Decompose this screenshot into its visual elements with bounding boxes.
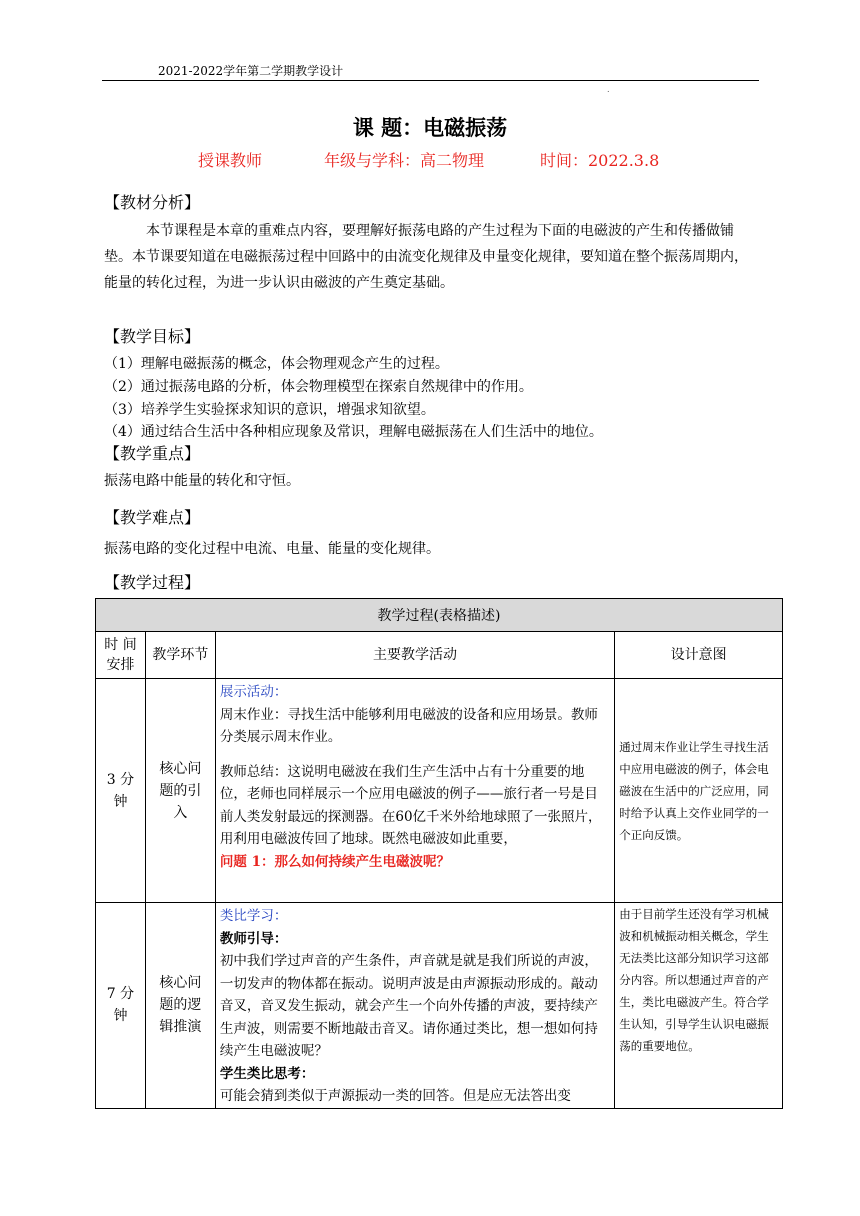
column-header-stage: 教学环节 — [145, 632, 215, 679]
analysis-text: 本节课程是本章的重难点内容，要理解好振荡电路的产生过程为下面的电磁波的产生和传播做铺垫。本节课要知道在电磁振荡过程中回路中的由流变化规律及申量变化规律，要知道在整个振荡周期内，能量的转化过程，为进一步认识由磁波的产生奠定基础。 — [104, 223, 748, 291]
row-time: 7 分钟 — [96, 903, 146, 1109]
guide-text: 初中我们学过声音的产生条件，声音就是就是我们所说的声波，一切发声的物体都在振动。说明声波是由声源振动形成的。敲动音叉，音叉发生振动，就会产生一个向外传播的声波，要持续产生声波，则需要不断地敲击音叉。请你通过类比，想一想如何持续产生电磁波呢？ — [219, 953, 598, 1059]
activity-title: 类比学习： — [219, 908, 288, 924]
goal-item-2: （2）通过振荡电路的分析，体会物理模型在探索自然规律中的作用。 — [104, 379, 533, 395]
column-header-activity: 主要教学活动 — [215, 632, 614, 679]
row-activity — [215, 679, 614, 903]
activity-paragraph: 周末作业：寻找生活中能够利用电磁波的设备和应用场景。教师分类展示周末作业。 — [219, 706, 598, 745]
think-label: 学生类比思考： — [219, 1065, 315, 1082]
table-row — [96, 903, 783, 1109]
row-activity — [215, 903, 614, 1109]
row-stage: 核心问题的引入 — [145, 679, 215, 903]
think-text: 可能会猜到类似于声源振动一类的回答。但是应无法答出变 — [219, 1088, 571, 1104]
grade-subject: 年级与学科：高二物理 — [324, 151, 485, 170]
lesson-title: 课 题：电磁振荡 — [352, 116, 508, 140]
teacher-label: 授课教师 — [198, 151, 263, 170]
goal-item-3: （3）培养学生实验探求知识的意识，增强求知欲望。 — [104, 402, 435, 418]
header-dot: . — [607, 85, 610, 94]
difficult-heading: 【教学难点】 — [104, 508, 201, 527]
goals-heading: 【教学目标】 — [104, 327, 201, 346]
key-text: 振荡电路中能量的转化和守恒。 — [104, 473, 300, 489]
key-heading: 【教学重点】 — [104, 444, 201, 463]
table-header-row — [96, 632, 783, 679]
process-table — [95, 598, 783, 1109]
question-1: 问题 1：那么如何持续产生电磁波呢？ — [219, 853, 450, 870]
row-intent: 由于目前学生还没有学习机械波和机械振动相关概念，学生无法类比这部分知识学习这部分内容。所以想通过声音的产生，类比电磁波产生。符合学生认知，引导学生认识电磁振荡的重要地位。 — [615, 903, 783, 1109]
activity-title: 展示活动： — [219, 684, 288, 700]
column-header-time: 时 间 安排 — [96, 632, 146, 679]
header-rule — [102, 80, 759, 81]
row-time: 3 分钟 — [96, 679, 146, 903]
table-row — [96, 679, 783, 903]
activity-summary: 教师总结：这说明电磁波在我们生产生活中占有十分重要的地位，老师也同样展示一个应用电磁波的例子——旅行者一号是目前人类发射最远的探测器。在60亿千米外给地球照了一张照片，用利用电磁波传回了地球。既然电磁波如此重要， — [219, 763, 602, 847]
row-stage: 核心问题的逻辑推演 — [145, 903, 215, 1109]
page-header-text: 2021-2022学年第二学期教学设计 — [158, 64, 344, 78]
goal-item-4: （4）通过结合生活中各种相应现象及常识，理解电磁振荡在人们生活中的地位。 — [104, 424, 603, 440]
guide-label: 教师引导： — [219, 930, 288, 947]
column-header-intent: 设计意图 — [615, 632, 783, 679]
difficult-text: 振荡电路的变化过程中电流、电量、能量的变化规律。 — [104, 541, 440, 557]
lesson-time: 时间：2022.3.8 — [540, 151, 660, 170]
goal-item-1: （1）理解电磁振荡的概念，体会物理观念产生的过程。 — [104, 356, 449, 372]
process-heading: 【教学过程】 — [104, 573, 201, 592]
analysis-heading: 【教材分析】 — [104, 193, 201, 212]
row-intent: 通过周末作业让学生寻找生活中应用电磁波的例子，体会电磁波在生活中的广泛应用，同时给予认真上交作业同学的一个正向反馈。 — [615, 679, 783, 903]
table-title: 教学过程(表格描述) — [96, 599, 783, 632]
